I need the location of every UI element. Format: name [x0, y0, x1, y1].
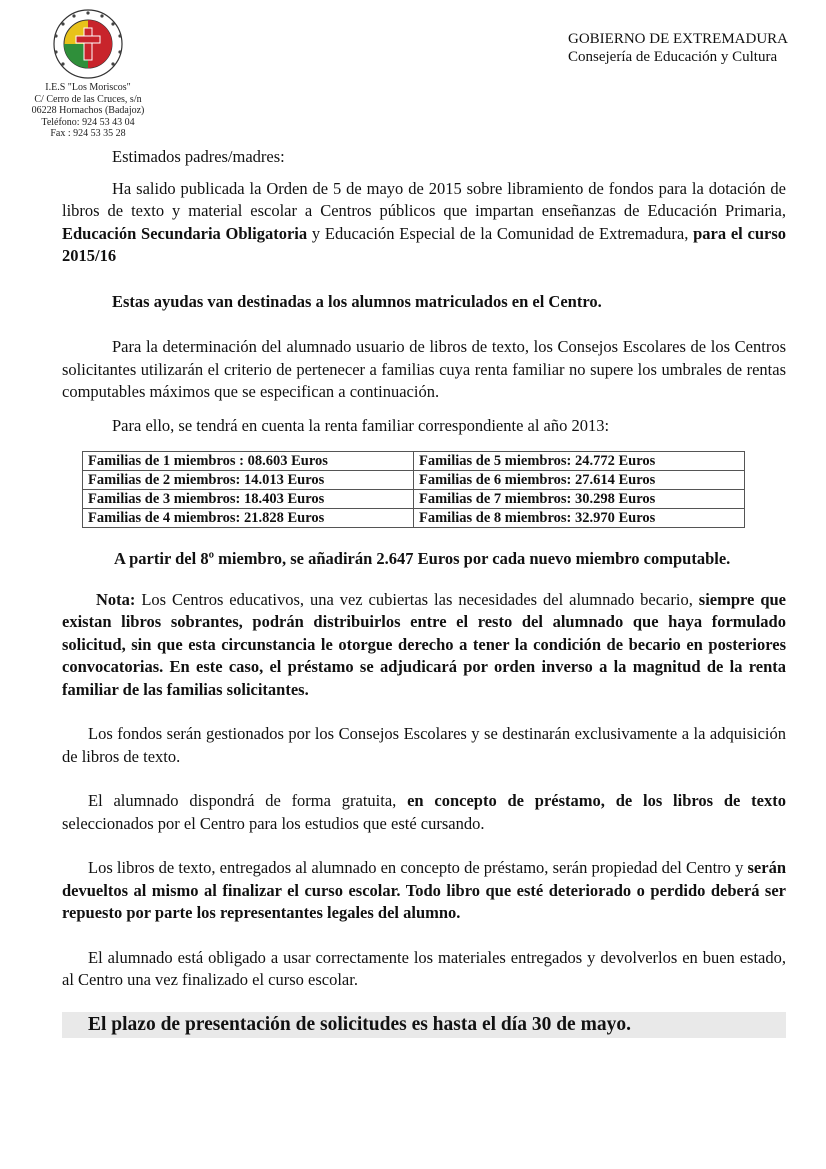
- order-text-1: Ha salido publicada la Orden de 5 de mayo de 2015 sobre libramiento de fondos para la dotación de libros de texto y material escolar a Centros públicos que impartan enseñanzas de Educación Primaria,: [62, 178, 786, 220]
- government-name: GOBIERNO DE EXTREMADURA: [568, 31, 788, 47]
- table-cell: Familias de 5 miembros: 24.772 Euros: [414, 452, 745, 471]
- deadline-banner: El plazo de presentación de solicitudes es hasta el día 30 de mayo.: [62, 1012, 786, 1038]
- school-street: C/ Cerro de las Cruces, s/n: [34, 93, 142, 105]
- return-text-1: Los libros de texto, entregados al alumnado en concepto de préstamo, serán propiedad del Centro y: [88, 858, 748, 877]
- paragraph-note: [62, 589, 786, 702]
- table-cell: Familias de 8 miembros: 32.970 Euros: [414, 509, 745, 528]
- order-text-3: y Educación Especial de la Comunidad de Extremadura,: [307, 223, 694, 243]
- order-text-2: Educación Secundaria Obligatoria: [62, 223, 308, 243]
- school-letterhead: [18, 8, 158, 140]
- loan-text-1: El alumnado dispondrá de forma gratuita,: [88, 791, 408, 810]
- school-phone: Teléfono: 924 53 43 04: [41, 116, 135, 128]
- table-row: [83, 509, 745, 528]
- school-fax: Fax : 924 53 35 28: [50, 128, 126, 139]
- school-city: 06228 Hornachos (Badajoz): [31, 105, 145, 116]
- table-row: [83, 490, 745, 509]
- school-seal-logo: [40, 8, 136, 80]
- table-cell: Familias de 7 miembros: 30.298 Euros: [414, 490, 745, 509]
- table-cell: Familias de 3 miembros: 18.403 Euros: [83, 490, 414, 509]
- paragraph-funds: Los fondos serán gestionados por los Consejos Escolares y se destinarán exclusivamente a la adquisición de libros de texto.: [62, 724, 786, 766]
- loan-text-2: en concepto de préstamo, de los libros de texto: [407, 791, 786, 810]
- paragraph-loan: [62, 790, 786, 835]
- note-text-1: Los Centros educativos, una vez cubiertas las necesidades del alumnado becario,: [135, 589, 699, 609]
- table-cell: Familias de 2 miembros: 14.013 Euros: [83, 471, 414, 490]
- table-row: [83, 471, 745, 490]
- table-row: [83, 452, 745, 471]
- income-threshold-table: [82, 451, 745, 528]
- beneficiaries-text: Estas ayudas van destinadas a los alumnos matriculados en el Centro.: [112, 291, 602, 311]
- paragraph-obligation: El alumnado está obligado a usar correctamente los materiales entregados y devolverlos en buen estado, al Centro una vez finalizado el curso escolar.: [62, 947, 786, 989]
- paragraph-order: [62, 178, 786, 268]
- note-text-2: siempre que existan libros sobrantes, podrán distribuirlos entre el resto del alumnado que haya formulado solicitud, sin que esta circunstancia le otorgue derecho a tener la condición de becario en posteriores convocatorias. En este caso, el préstamo se adjudicará por orden inverso a la magnitud de la renta familiar de las familias solicitantes.: [62, 589, 786, 699]
- loan-text-3: seleccionados por el Centro para los estudios que esté cursando.: [62, 813, 485, 833]
- table-cell: Familias de 1 miembros : 08.603 Euros: [83, 452, 414, 471]
- paragraph-extra-member: [62, 548, 786, 571]
- note-label: Nota:: [96, 589, 136, 609]
- order-text-4: para el curso 2015/16: [62, 223, 786, 265]
- school-name: I.E.S "Los Moriscos": [45, 82, 131, 93]
- table-cell: Familias de 4 miembros: 21.828 Euros: [83, 509, 414, 528]
- paragraph-criteria: Para la determinación del alumnado usuario de libros de texto, los Consejos Escolares de los Centros solicitantes utilizarán el criterio de pertenecer a familias cuya renta familiar no supere los umbrales de rentas computables máximos que se especifican a continuación.: [62, 337, 786, 401]
- letter-body: [62, 146, 786, 1038]
- paragraph-return: [62, 857, 786, 925]
- school-address-block: [18, 82, 158, 140]
- extra-member-text: A partir del 8º miembro, se añadirán 2.647 Euros por cada nuevo miembro computable.: [114, 549, 731, 568]
- department-name: Consejería de Educación y Cultura: [568, 49, 778, 65]
- paragraph-beneficiaries: [62, 291, 786, 314]
- government-header: [568, 30, 788, 66]
- paragraph-income-year: Para ello, se tendrá en cuenta la renta familiar correspondiente al año 2013:: [112, 415, 610, 435]
- return-text-2: serán devueltos al mismo al finalizar el curso escolar. Todo libro que esté deteriorado o perdido deberá ser repuesto por parte los representantes legales del alumno.: [62, 858, 786, 922]
- table-cell: Familias de 6 miembros: 27.614 Euros: [414, 471, 745, 490]
- greeting: Estimados padres/madres:: [112, 147, 285, 166]
